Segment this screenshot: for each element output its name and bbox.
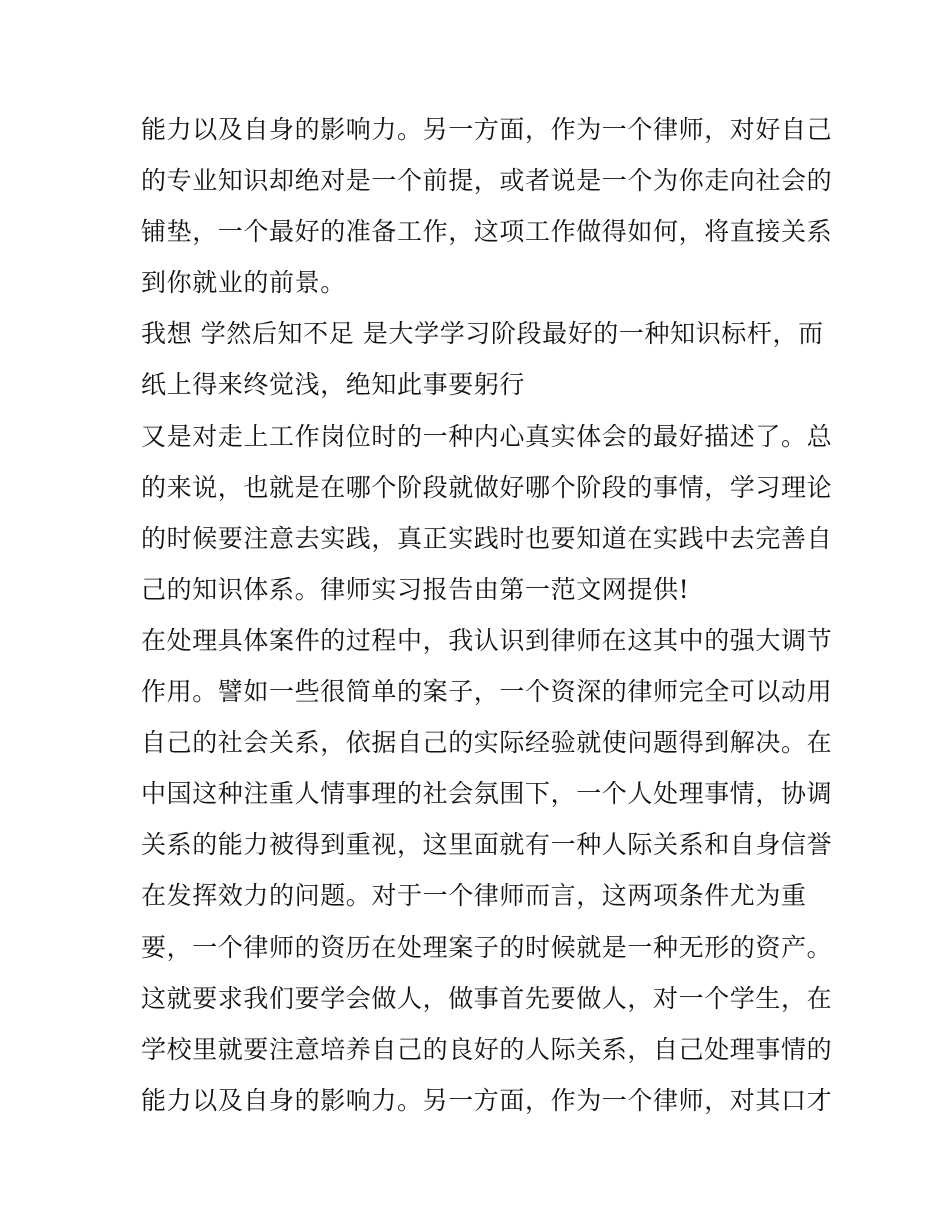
text-line: 学校里就要注意培养自己的良好的人际关系，自己处理事情的 bbox=[141, 1034, 833, 1064]
text-line: 我想 学然后知不足 是大学学习阶段最好的一种知识标杆，而 bbox=[141, 319, 824, 349]
text-line: 纸上得来终觉浅，绝知此事要躬行 bbox=[141, 370, 526, 400]
text-line: 又是对走上工作岗位时的一种内心真实体会的最好描述了。总 bbox=[141, 421, 833, 451]
text-line: 中国这种注重人情事理的社会氛围下，一个人处理事情，协调 bbox=[141, 779, 833, 809]
text-line: 作用。譬如一些很简单的案子，一个资深的律师完全可以动用 bbox=[141, 677, 833, 707]
text-line: 到你就业的前景。 bbox=[141, 268, 346, 298]
text-line: 己的知识体系。律师实习报告由第一范文网提供! bbox=[141, 574, 690, 604]
text-line: 要，一个律师的资历在处理案子的时候就是一种无形的资产。 bbox=[141, 932, 833, 962]
text-line: 关系的能力被得到重视，这里面就有一种人际关系和自身信誉 bbox=[141, 830, 833, 860]
text-line: 能力以及自身的影响力。另一方面，作为一个律师，对其口才 bbox=[141, 1085, 833, 1115]
document-body bbox=[141, 104, 833, 1126]
text-line: 的专业知识却绝对是一个前提，或者说是一个为你走向社会的 bbox=[141, 166, 833, 196]
text-line: 能力以及自身的影响力。另一方面，作为一个律师，对好自己 bbox=[141, 115, 833, 144]
text-line: 在处理具体案件的过程中，我认识到律师在这其中的强大调节 bbox=[141, 625, 833, 655]
text-line: 这就要求我们要学会做人，做事首先要做人，对一个学生，在 bbox=[141, 983, 833, 1013]
text-line: 的来说，也就是在哪个阶段就做好哪个阶段的事情，学习理论 bbox=[141, 472, 833, 502]
text-line: 的时候要注意去实践，真正实践时也要知道在实践中去完善自 bbox=[141, 523, 833, 553]
text-line: 铺垫，一个最好的准备工作，这项工作做得如何，将直接关系 bbox=[141, 217, 833, 247]
text-line: 在发挥效力的问题。对于一个律师而言，这两项条件尤为重 bbox=[141, 881, 807, 911]
text-line: 自己的社会关系，依据自己的实际经验就使问题得到解决。在 bbox=[141, 728, 833, 758]
